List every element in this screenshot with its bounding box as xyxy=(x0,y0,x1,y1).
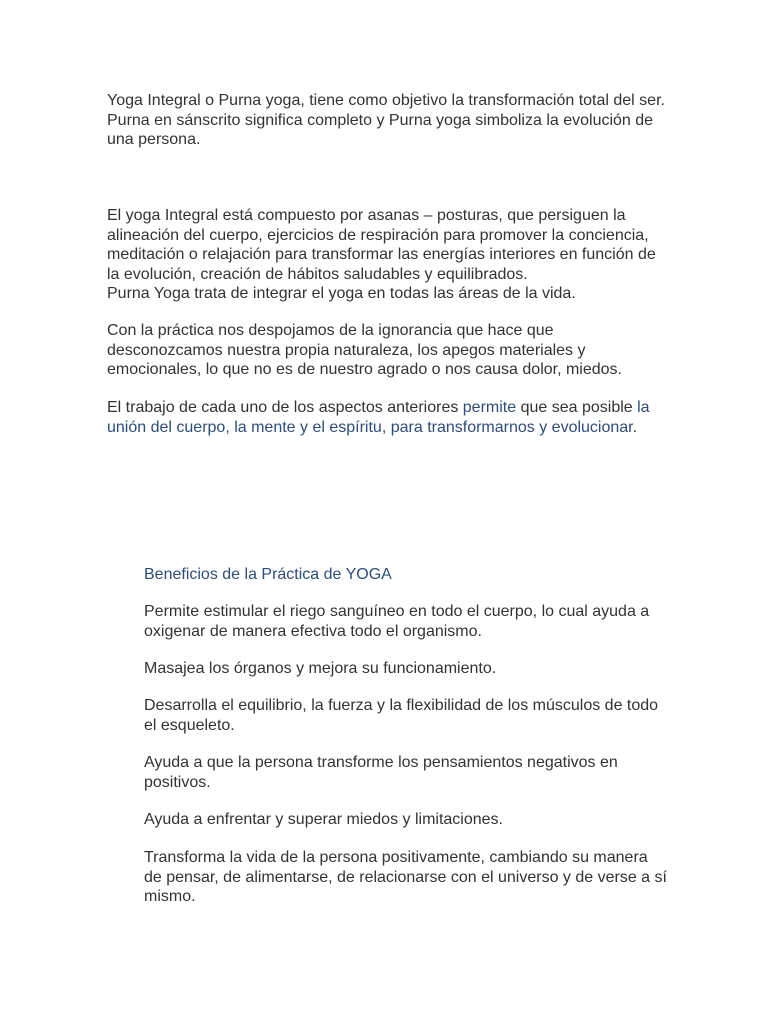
benefit-item: Permite estimular el riego sanguíneo en todo el cuerpo, lo cual ayuda a oxigenar de manera efectiva todo el organismo. xyxy=(144,603,650,640)
benefit-item: Masajea los órganos y mejora su funcionamiento. xyxy=(144,660,497,677)
benefit-item-1-block xyxy=(144,602,669,641)
benefit-item-6-block xyxy=(144,848,669,907)
practice-section xyxy=(107,321,667,380)
work-section xyxy=(107,398,667,437)
purna-yoga-paragraph: Purna Yoga trata de integrar el yoga en todas las áreas de la vida. xyxy=(107,285,576,302)
benefit-item-4-block xyxy=(144,753,669,792)
work-lead-text: El trabajo de cada uno de los aspectos anteriores xyxy=(107,399,463,416)
intro-section xyxy=(107,91,667,150)
work-paragraph xyxy=(107,398,667,437)
benefit-item: Transforma la vida de la persona positivamente, cambiando su manera de pensar, de alimentarse, de relacionarse con el universo y de verse a sí mismo. xyxy=(144,849,667,905)
intro-line-2: Purna en sánscrito significa completo y Purna yoga simboliza la evolución de una persona. xyxy=(107,111,654,148)
intro-line-1: Yoga Integral o Purna yoga, tiene como objetivo la transformación total del ser. xyxy=(107,92,665,109)
work-end-text: . xyxy=(632,418,638,436)
composition-paragraph: El yoga Integral está compuesto por asanas – posturas, que persiguen la alineación del cuerpo, ejercicios de respiración para promover la conciencia, meditación o relajación para transformar las energías interiores en función de la evolución, creación de hábitos saludables y equilibrados. xyxy=(107,207,656,283)
practice-paragraph: Con la práctica nos despojamos de la ignorancia que hace que desconozcamos nuestra propia naturaleza, los apegos materiales y emocionales, lo que no es de nuestro agrado o nos causa dolor, miedos. xyxy=(107,322,622,378)
work-middle-text: que sea posible xyxy=(516,399,638,416)
benefits-heading: Beneficios de la Práctica de YOGA xyxy=(144,566,392,583)
benefit-item-3-block xyxy=(144,696,669,735)
benefit-item: Desarrolla el equilibrio, la fuerza y la flexibilidad de los músculos de todo el esqueleto. xyxy=(144,697,659,734)
benefit-item: Ayuda a enfrentar y superar miedos y limitaciones. xyxy=(144,811,503,828)
benefit-item-2-block xyxy=(144,659,669,679)
union-link[interactable]: la unión del cuerpo, la mente y el espíritu, para transformarnos y evolucionar xyxy=(107,399,650,436)
composition-section xyxy=(107,206,667,304)
benefit-item: Ayuda a que la persona transforme los pensamientos negativos en positivos. xyxy=(144,754,618,791)
benefits-heading-block xyxy=(144,565,669,585)
benefit-item-5-block xyxy=(144,810,669,830)
permite-link[interactable]: permite xyxy=(462,399,517,416)
